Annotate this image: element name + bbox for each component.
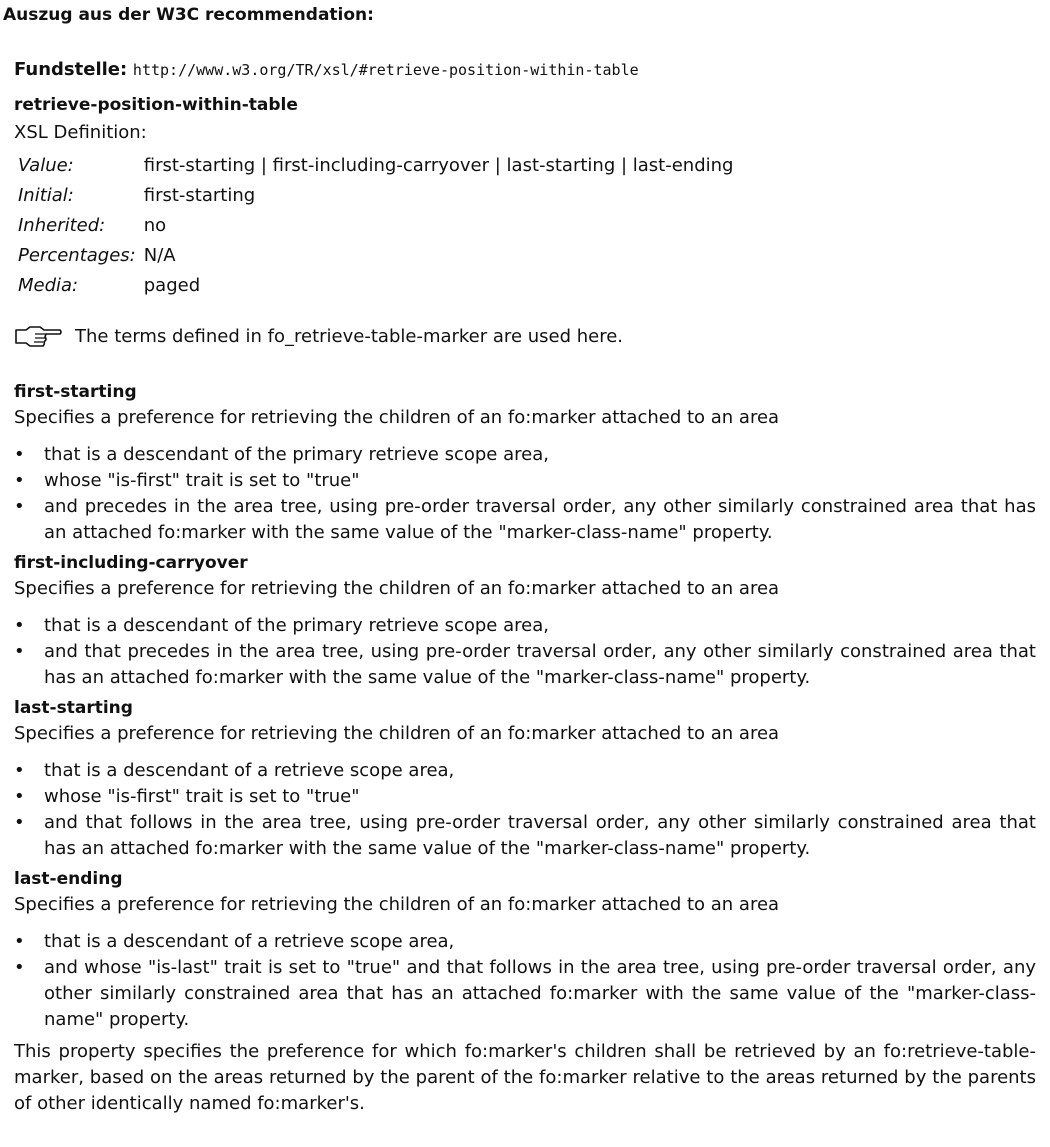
main-content [14,58,1036,1117]
definition-value: first-starting | first-including-carryover | last-starting | last-ending [143,155,734,176]
list-item: • and that precedes in the area tree, using pre-order traversal order, any other similarly constrained area that has an attached fo:marker with the same value of the "marker-class-name" property. [14,641,1036,688]
list-item: • and whose "is-last" trait is set to "true" and that follows in the area tree, using pre-order traversal order, any other similarly constrained area that has an attached fo:marker with the same value of the "marker-class-name" property. [14,957,1036,1030]
term-bullet-list [14,758,1036,862]
term-last-starting: last-starting [14,698,133,718]
definition-label: XSL Definition: [14,122,147,143]
list-item: • that is a descendant of the primary retrieve scope area, [14,444,549,465]
list-item: • that is a descendant of a retrieve scope area, [14,931,455,952]
note-text: The terms defined in fo_retrieve-table-marker are used here. [75,326,624,347]
definition-key: Media: [18,275,79,296]
page-heading: Auszug aus der W3C recommendation: [3,5,374,25]
definition-key: Value: [18,155,74,176]
list-item: • and precedes in the area tree, using pre-order traversal order, any other similarly constrained area that has an attached fo:marker with the same value of the "marker-class-name" property. [14,496,1036,543]
term-first-including-carryover: first-including-carryover [14,553,248,573]
term-description: Specifies a preference for retrieving the children of an fo:marker attached to an area [14,894,780,915]
list-item: • that is a descendant of the primary retrieve scope area, [14,615,549,636]
definition-key: Inherited: [18,215,106,236]
definition-value: first-starting [143,185,256,206]
pointing-hand-icon [14,324,62,350]
term-first-starting: first-starting [14,382,137,402]
definition-value: N/A [143,245,176,266]
list-item: • and that follows in the area tree, using pre-order traversal order, any other similarly constrained area that has an attached fo:marker with the same value of the "marker-class-name" property. [14,812,1036,859]
term-bullet-list [14,442,1036,546]
term-description: Specifies a preference for retrieving the children of an fo:marker attached to an area [14,578,780,599]
note-link[interactable]: fo_retrieve-table-marker [267,326,488,347]
property-name: retrieve-position-within-table [14,95,298,115]
list-item: • whose "is-first" trait is set to "true" [14,786,360,807]
term-last-ending: last-ending [14,869,123,889]
definition-key: Initial: [18,185,74,206]
definition-value: paged [143,275,201,296]
see-also-note [14,322,1036,352]
source-url[interactable]: http://www.w3.org/TR/xsl/#retrieve-position-within-table [132,61,639,79]
definition-key: Percentages: [18,245,136,266]
definition-row [16,271,739,301]
closing-paragraph: This property specifies the preference for which fo:marker's children shall be retrieved by an fo:retrieve-table-marker, based on the areas returned by the parent of the fo:marker relative to the areas returned by the parents of other identically named fo:marker's. [14,1041,1036,1114]
definition-row [16,181,739,211]
term-bullet-list [14,613,1036,691]
term-description: Specifies a preference for retrieving the children of an fo:marker attached to an area [14,723,780,744]
list-item: • whose "is-first" trait is set to "true" [14,470,360,491]
term-bullet-list [14,929,1036,1033]
list-item: • that is a descendant of a retrieve scope area, [14,760,455,781]
source-label: Fundstelle: [14,59,128,80]
definition-value: no [143,215,167,236]
definition-row [16,151,739,181]
definition-table [16,151,739,301]
source-reference [14,58,1036,82]
definition-row [16,241,739,271]
term-description: Specifies a preference for retrieving the children of an fo:marker attached to an area [14,407,780,428]
definition-row [16,211,739,241]
